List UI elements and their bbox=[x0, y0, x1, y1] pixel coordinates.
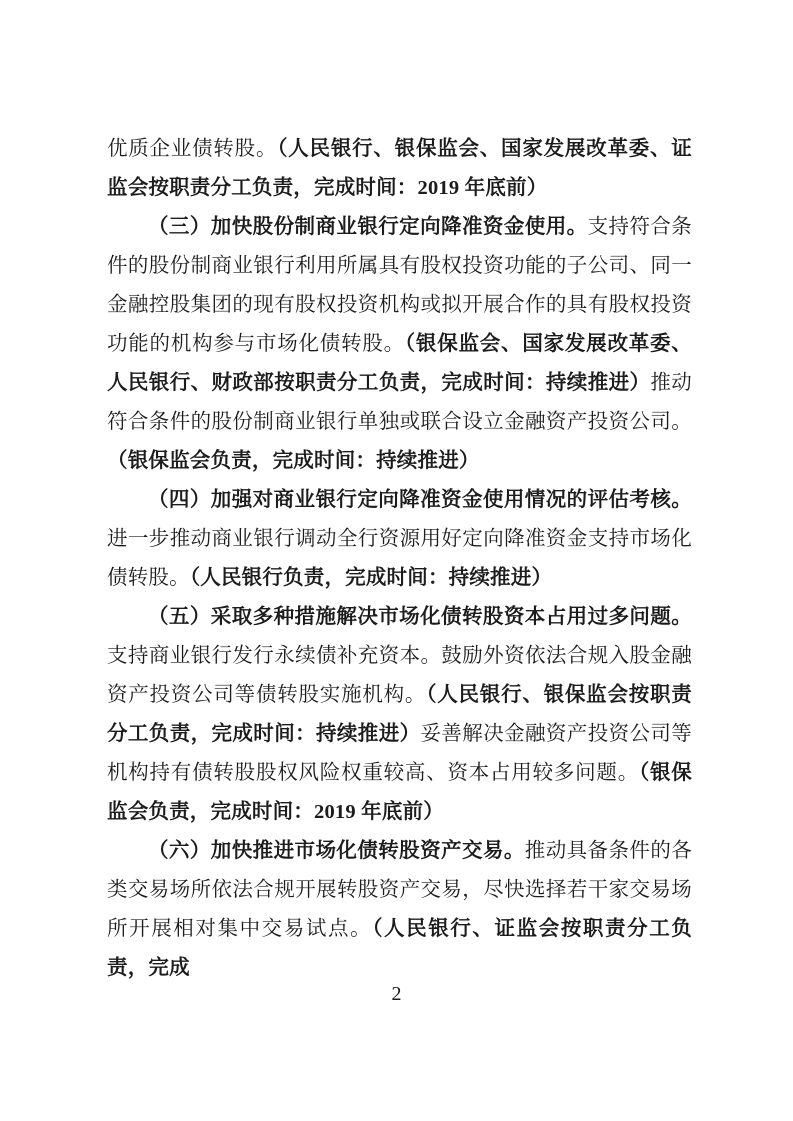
text-segment: 优质企业债转股。 bbox=[107, 138, 278, 160]
text-segment: 推动具备条件的各类交易场所依法合规开展转股资产交易，尽快选择若干家交易场所开展相对集中交易试点。 bbox=[107, 840, 692, 940]
paragraph bbox=[107, 208, 692, 481]
paragraph bbox=[107, 130, 692, 208]
text-segment-bold: （银保监会负责，完成时间：持续推进） bbox=[107, 450, 480, 472]
paragraph bbox=[107, 598, 692, 832]
text-segment: 妥善解决金融资产投资公司等机构持有债转股股权风险权重较高、资本占用较多问题。 bbox=[107, 723, 692, 784]
text-segment: 支持符合条件的股份制商业银行利用所属具有股权投资功能的子公司、同一金融控股集团的现有股权投资机构或拟开展合作的具有股权投资功能的机构参与市场化债转股。 bbox=[107, 216, 693, 355]
text-segment-bold: （人民银行、银保监会按职责分工负责，完成时间：持续推进） bbox=[107, 684, 693, 745]
document-body bbox=[107, 130, 692, 988]
text-segment: 支持商业银行发行永续债补充资本。鼓励外资依法合规入股金融资产投资公司等债转股实施机构。 bbox=[107, 645, 692, 706]
text-segment-bold: （人民银行、证监会按职责分工负责，完成 bbox=[107, 918, 693, 979]
text-segment-bold: （四）加强对商业银行定向降准资金使用情况的评估考核。 bbox=[148, 489, 692, 511]
text-segment-bold: （银保监会负责，完成时间：2019 年底前） bbox=[107, 762, 692, 823]
text-segment: 进一步推动商业银行调动全行资源用好定向降准资金支持市场化债转股。 bbox=[107, 528, 692, 589]
paragraph bbox=[107, 481, 692, 598]
text-segment-bold: （六）加快推进市场化债转股资产交易。 bbox=[148, 840, 525, 862]
text-segment-bold: （人民银行、银保监会、国家发展改革委、证监会按职责分工负责，完成时间：2019 年底前） bbox=[107, 138, 692, 199]
page-number: 2 bbox=[391, 983, 402, 1005]
page-footer bbox=[0, 983, 793, 1006]
text-segment-bold: （银保监会、国家发展改革委、人民银行、财政部按职责分工负责，完成时间：持续推进） bbox=[107, 333, 692, 394]
text-segment-bold: （人民银行负责，完成时间：持续推进） bbox=[189, 567, 553, 589]
text-segment: 推动符合条件的股份制商业银行单独或联合设立金融资产投资公司。 bbox=[107, 372, 692, 433]
text-segment-bold: （三）加快股份制商业银行定向降准资金使用。 bbox=[148, 216, 588, 238]
text-segment-bold: （五）采取多种措施解决市场化债转股资本占用过多问题。 bbox=[148, 606, 692, 628]
paragraph bbox=[107, 832, 692, 988]
